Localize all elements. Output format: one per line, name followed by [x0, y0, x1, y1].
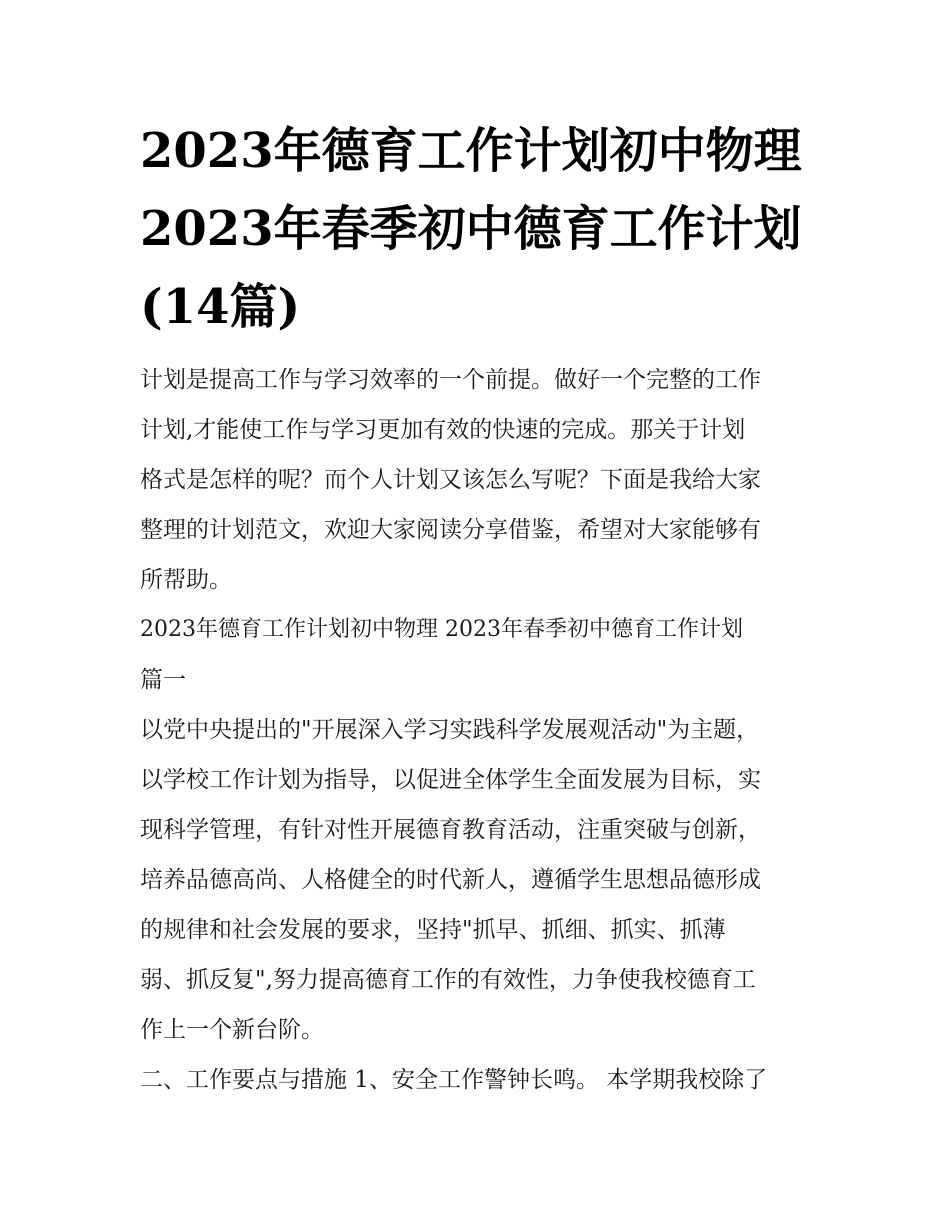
section-heading-line: 2023年德育工作计划初中物理 2023年春季初中德育工作计划: [140, 617, 743, 642]
document-title: [140, 112, 830, 346]
text-line: 所帮助。: [140, 567, 232, 593]
section-heading: [140, 605, 830, 705]
text-line: 的规律和社会发展的要求，坚持"抓早、抓细、抓实、抓薄: [140, 917, 726, 943]
body-paragraph-2: [140, 1055, 830, 1105]
title-line-2: 2023年春季初中德育工作计划: [140, 201, 802, 257]
text-line: 以学校工作计划为指导，以促进全体学生全面发展为目标，实: [140, 767, 761, 793]
title-line-1: 2023年德育工作计划初中物理: [140, 123, 802, 179]
document-body: [140, 355, 830, 1105]
text-line: 作上一个新台阶。: [140, 1017, 324, 1043]
text-line: 计划,才能使工作与学习更加有效的快速的完成。那关于计划: [140, 417, 746, 443]
text-line: 培养品德高尚、人格健全的时代新人，遵循学生思想品德形成: [140, 867, 761, 893]
text-line: 格式是怎样的呢？而个人计划又该怎么写呢？下面是我给大家: [140, 467, 761, 493]
body-paragraph-1: [140, 705, 830, 1055]
text-line: 计划是提高工作与学习效率的一个前提。做好一个完整的工作: [140, 367, 761, 393]
title-line-3: (14篇): [140, 279, 301, 335]
text-line: 以党中央提出的"开展深入学习实践科学发展观活动"为主题，: [140, 717, 760, 743]
text-line: 二、工作要点与措施 1、安全工作警钟长鸣。 本学期我校除了: [140, 1067, 768, 1093]
text-line: 弱、抓反复",努力提高德育工作的有效性，力争使我校德育工: [140, 967, 756, 993]
text-line: 整理的计划范文，欢迎大家阅读分享借鉴，希望对大家能够有: [140, 517, 761, 543]
text-line: 现科学管理，有针对性开展德育教育活动，注重突破与创新，: [140, 817, 761, 843]
intro-paragraph: [140, 355, 830, 605]
section-heading-line: 篇一: [140, 667, 186, 693]
